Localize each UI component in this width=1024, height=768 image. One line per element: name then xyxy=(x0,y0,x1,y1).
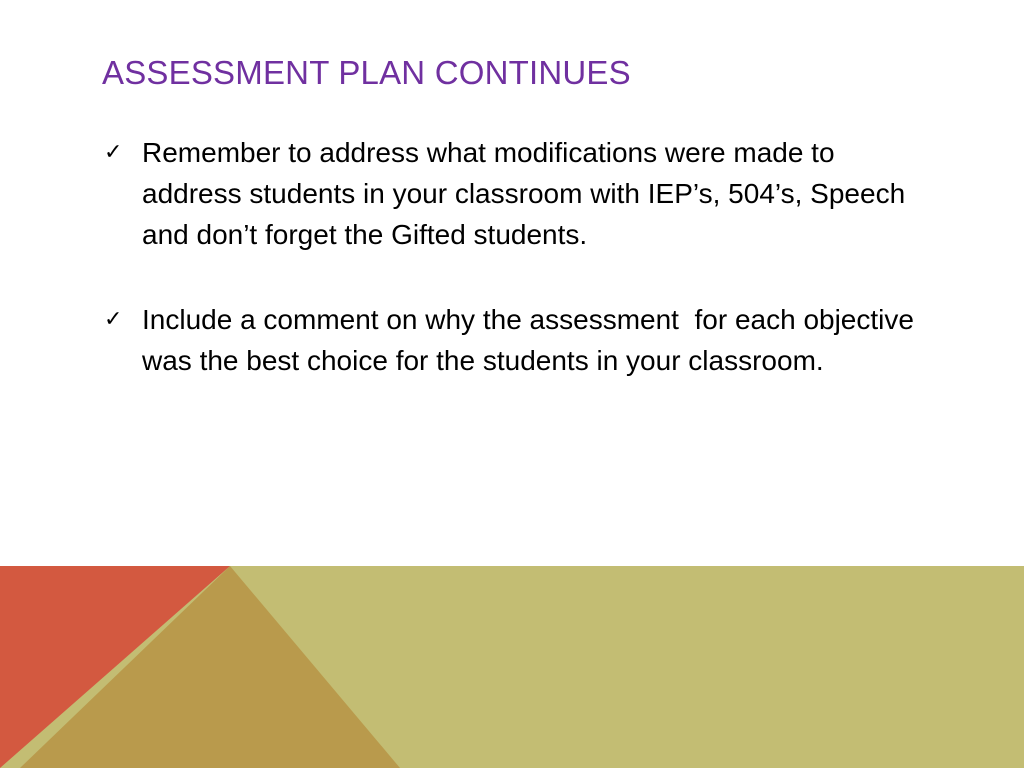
bullet-item xyxy=(102,299,922,381)
slide-title: ASSESSMENT PLAN CONTINUES xyxy=(102,54,631,91)
checkmark-icon: ✓ xyxy=(104,307,123,332)
decorative-footer-band xyxy=(0,566,1024,768)
bullet-text: Remember to address what modifications were made to address students in your classroom with IEP’s, 504’s, Speech and don’t forget the Gifted students. xyxy=(142,137,913,250)
bullet-text: Include a comment on why the assessment for each objective was the best choice for the students in your classroom. xyxy=(142,304,922,376)
checkmark-icon: ✓ xyxy=(104,140,123,165)
bullet-item xyxy=(102,132,922,255)
bullet-list xyxy=(102,132,922,425)
